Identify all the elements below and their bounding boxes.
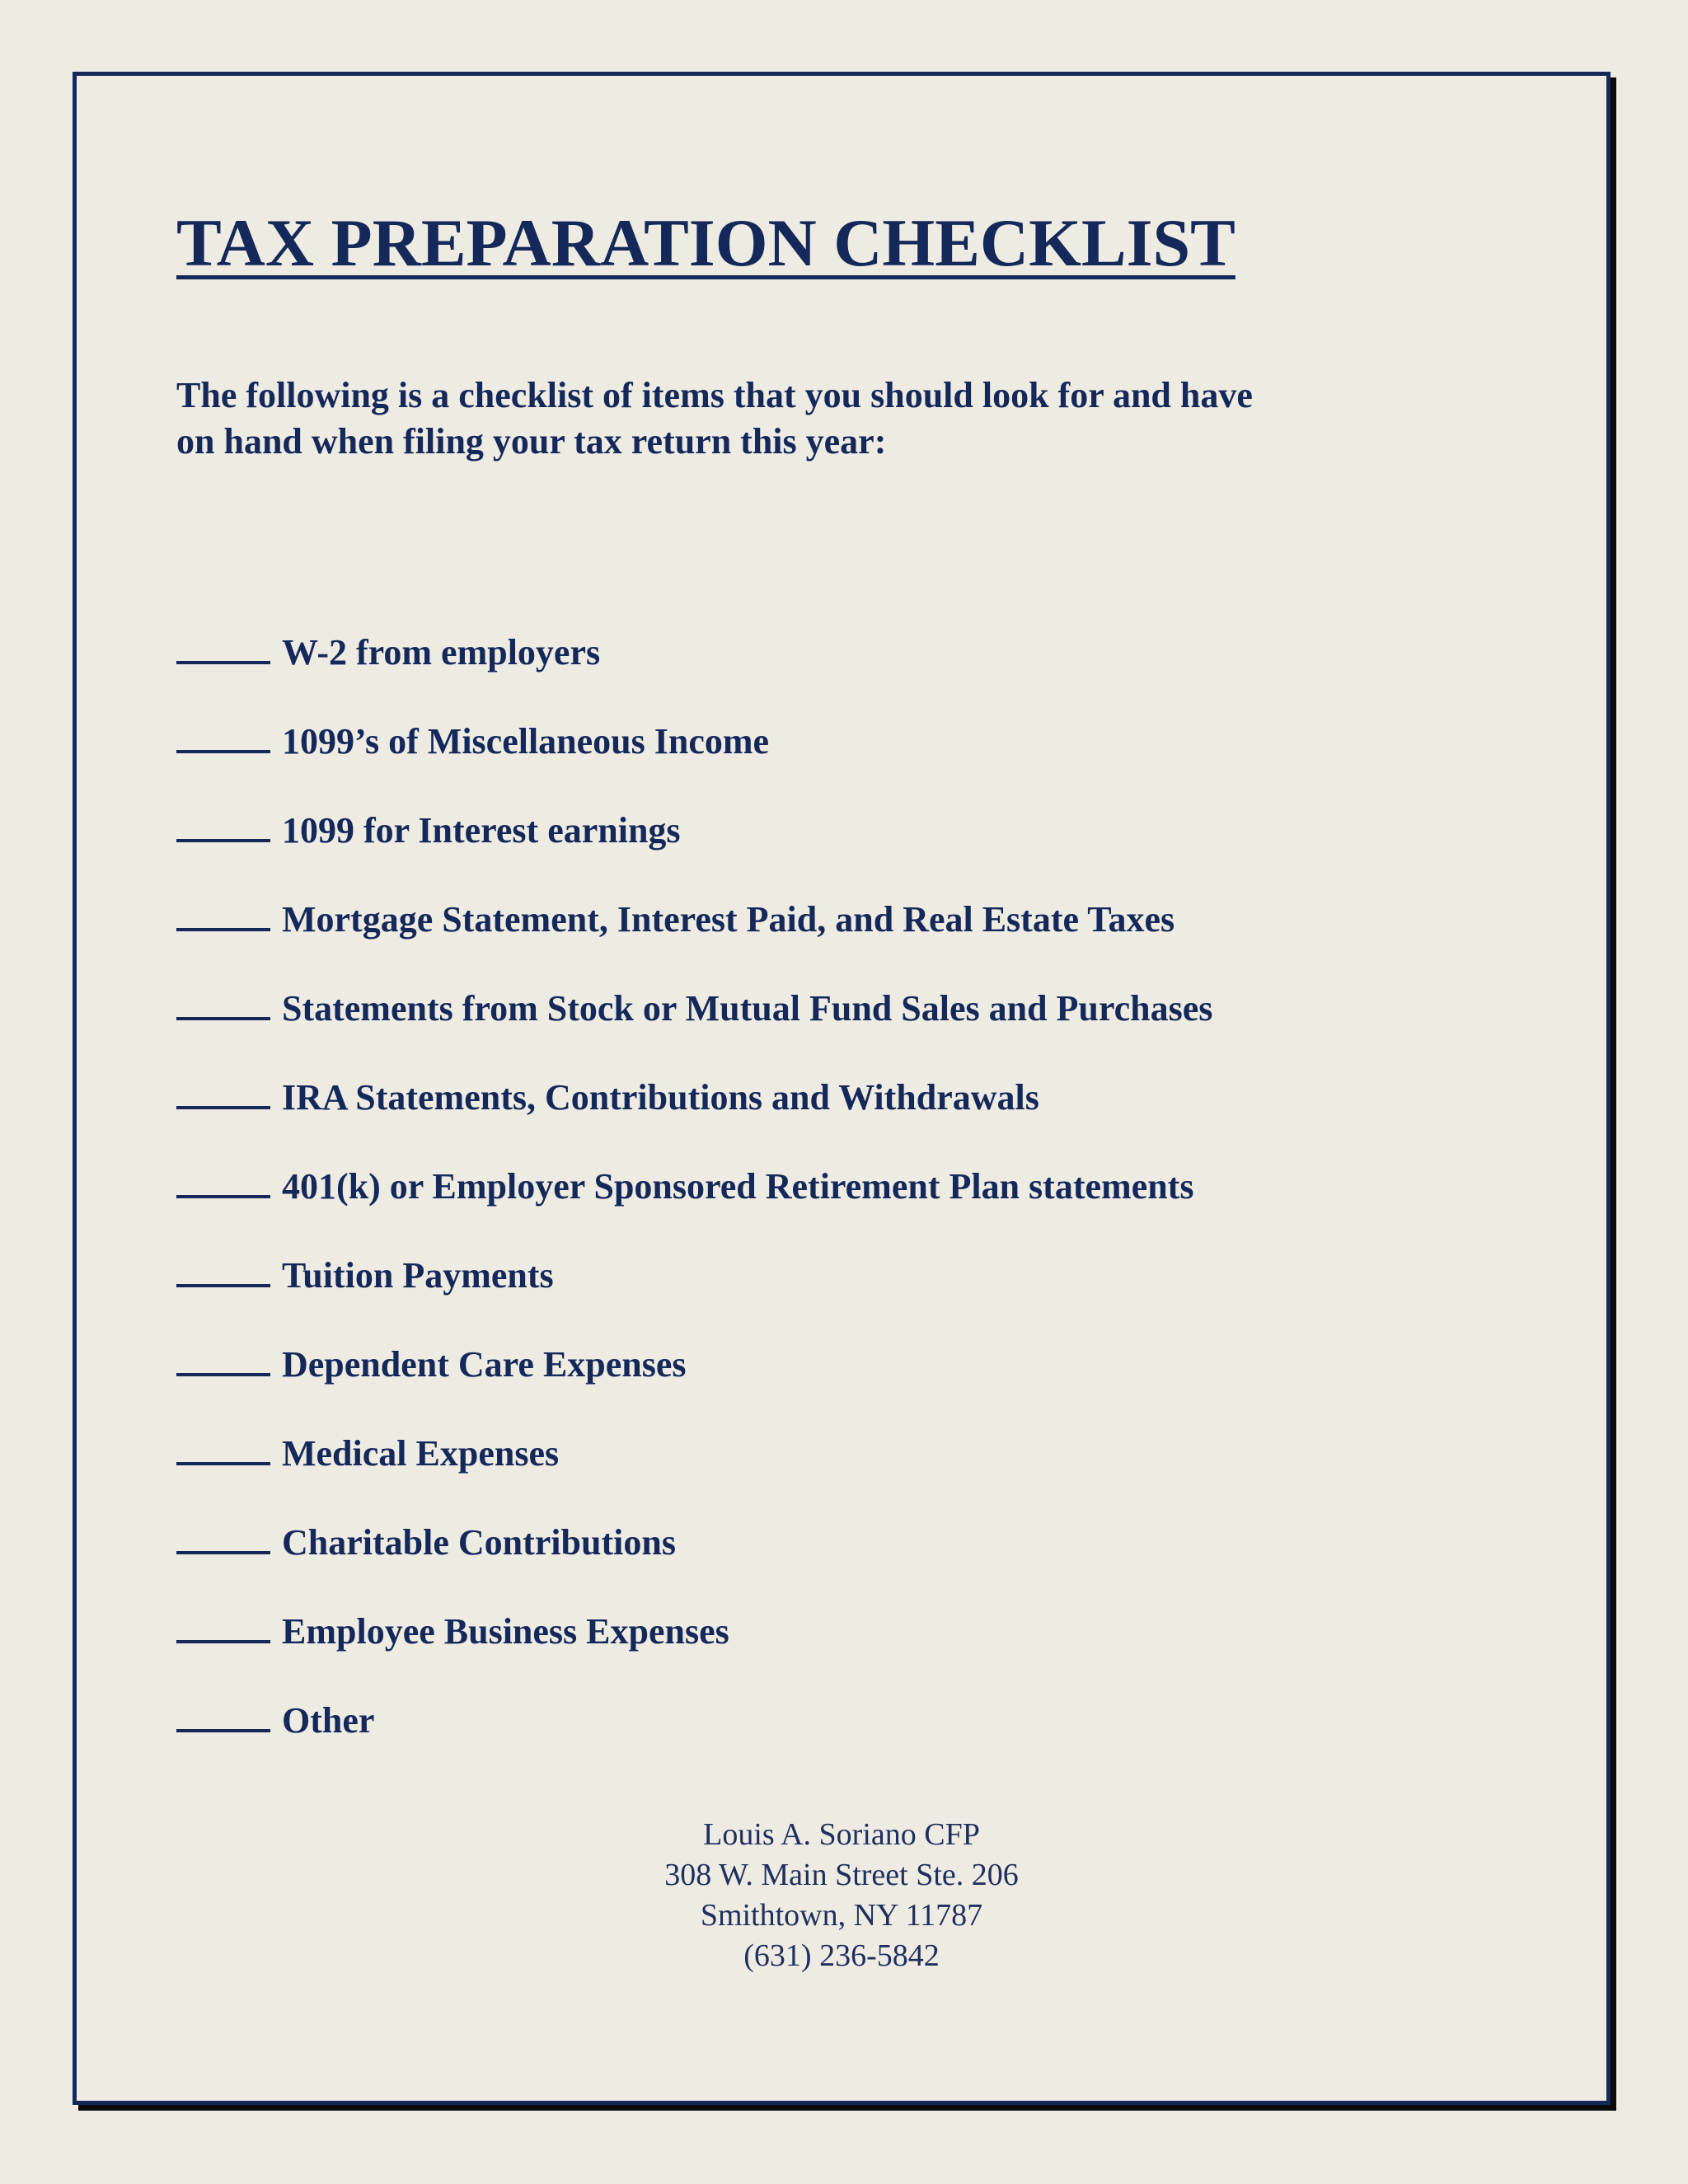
contact-address: 308 W. Main Street Ste. 206 bbox=[664, 1858, 1019, 1892]
intro-text bbox=[176, 373, 1495, 465]
checkbox-blank[interactable] bbox=[176, 1699, 270, 1732]
checklist-item-label: Tuition Payments bbox=[282, 1255, 554, 1296]
checkbox-blank[interactable] bbox=[176, 1610, 270, 1643]
checkbox-blank[interactable] bbox=[176, 898, 270, 931]
checklist-item-label: Mortgage Statement, Interest Paid, and Real Estate Taxes bbox=[282, 899, 1175, 940]
checklist-item-label: W-2 from employers bbox=[282, 632, 601, 673]
checklist-item-1099-misc[interactable] bbox=[176, 717, 1212, 806]
checklist-item-label: Employee Business Expenses bbox=[282, 1611, 729, 1652]
checklist-item-ira[interactable] bbox=[176, 1073, 1212, 1162]
contact-block bbox=[73, 1815, 1611, 1976]
checklist bbox=[176, 628, 1212, 1785]
checkbox-blank[interactable] bbox=[176, 1343, 270, 1376]
checklist-item-label: Charitable Contributions bbox=[282, 1522, 676, 1563]
checklist-item-w2[interactable] bbox=[176, 628, 1212, 717]
checkbox-blank[interactable] bbox=[176, 1165, 270, 1198]
checklist-item-label: IRA Statements, Contributions and Withdrawals bbox=[282, 1077, 1039, 1118]
checklist-item-dependent-care[interactable] bbox=[176, 1340, 1212, 1429]
checkbox-blank[interactable] bbox=[176, 987, 270, 1020]
checkbox-blank[interactable] bbox=[176, 1254, 270, 1287]
checklist-item-label: Statements from Stock or Mutual Fund Sales and Purchases bbox=[282, 988, 1213, 1029]
checklist-item-other[interactable] bbox=[176, 1696, 1212, 1785]
checklist-item-label: Dependent Care Expenses bbox=[282, 1344, 687, 1385]
checklist-item-label: Medical Expenses bbox=[282, 1433, 560, 1474]
checkbox-blank[interactable] bbox=[176, 1076, 270, 1109]
checklist-item-401k[interactable] bbox=[176, 1162, 1212, 1251]
checklist-item-charitable[interactable] bbox=[176, 1518, 1212, 1607]
checklist-item-mortgage[interactable] bbox=[176, 895, 1212, 984]
intro-line-1: The following is a checklist of items that you should look for and have bbox=[176, 375, 1253, 415]
checklist-item-stock-statements[interactable] bbox=[176, 984, 1212, 1073]
checklist-item-label: 1099 for Interest earnings bbox=[282, 810, 681, 851]
checkbox-blank[interactable] bbox=[176, 809, 270, 842]
checklist-item-employee-business[interactable] bbox=[176, 1607, 1212, 1696]
checklist-item-medical[interactable] bbox=[176, 1429, 1212, 1518]
checklist-item-label: 1099’s of Miscellaneous Income bbox=[282, 721, 770, 762]
intro-line-2: on hand when filing your tax return this year: bbox=[176, 421, 887, 462]
checklist-item-label: 401(k) or Employer Sponsored Retirement Plan statements bbox=[282, 1166, 1194, 1207]
checkbox-blank[interactable] bbox=[176, 1521, 270, 1554]
contact-phone: (631) 236-5842 bbox=[743, 1938, 940, 1973]
checkbox-blank[interactable] bbox=[176, 1432, 270, 1465]
checklist-item-1099-interest[interactable] bbox=[176, 806, 1212, 895]
checklist-item-label: Other bbox=[282, 1700, 375, 1741]
checkbox-blank[interactable] bbox=[176, 631, 270, 664]
checkbox-blank[interactable] bbox=[176, 720, 270, 753]
checklist-item-tuition[interactable] bbox=[176, 1251, 1212, 1340]
contact-city: Smithtown, NY 11787 bbox=[700, 1898, 983, 1933]
page-title: TAX PREPARATION CHECKLIST bbox=[176, 205, 1236, 280]
contact-name: Louis A. Soriano CFP bbox=[703, 1817, 980, 1852]
